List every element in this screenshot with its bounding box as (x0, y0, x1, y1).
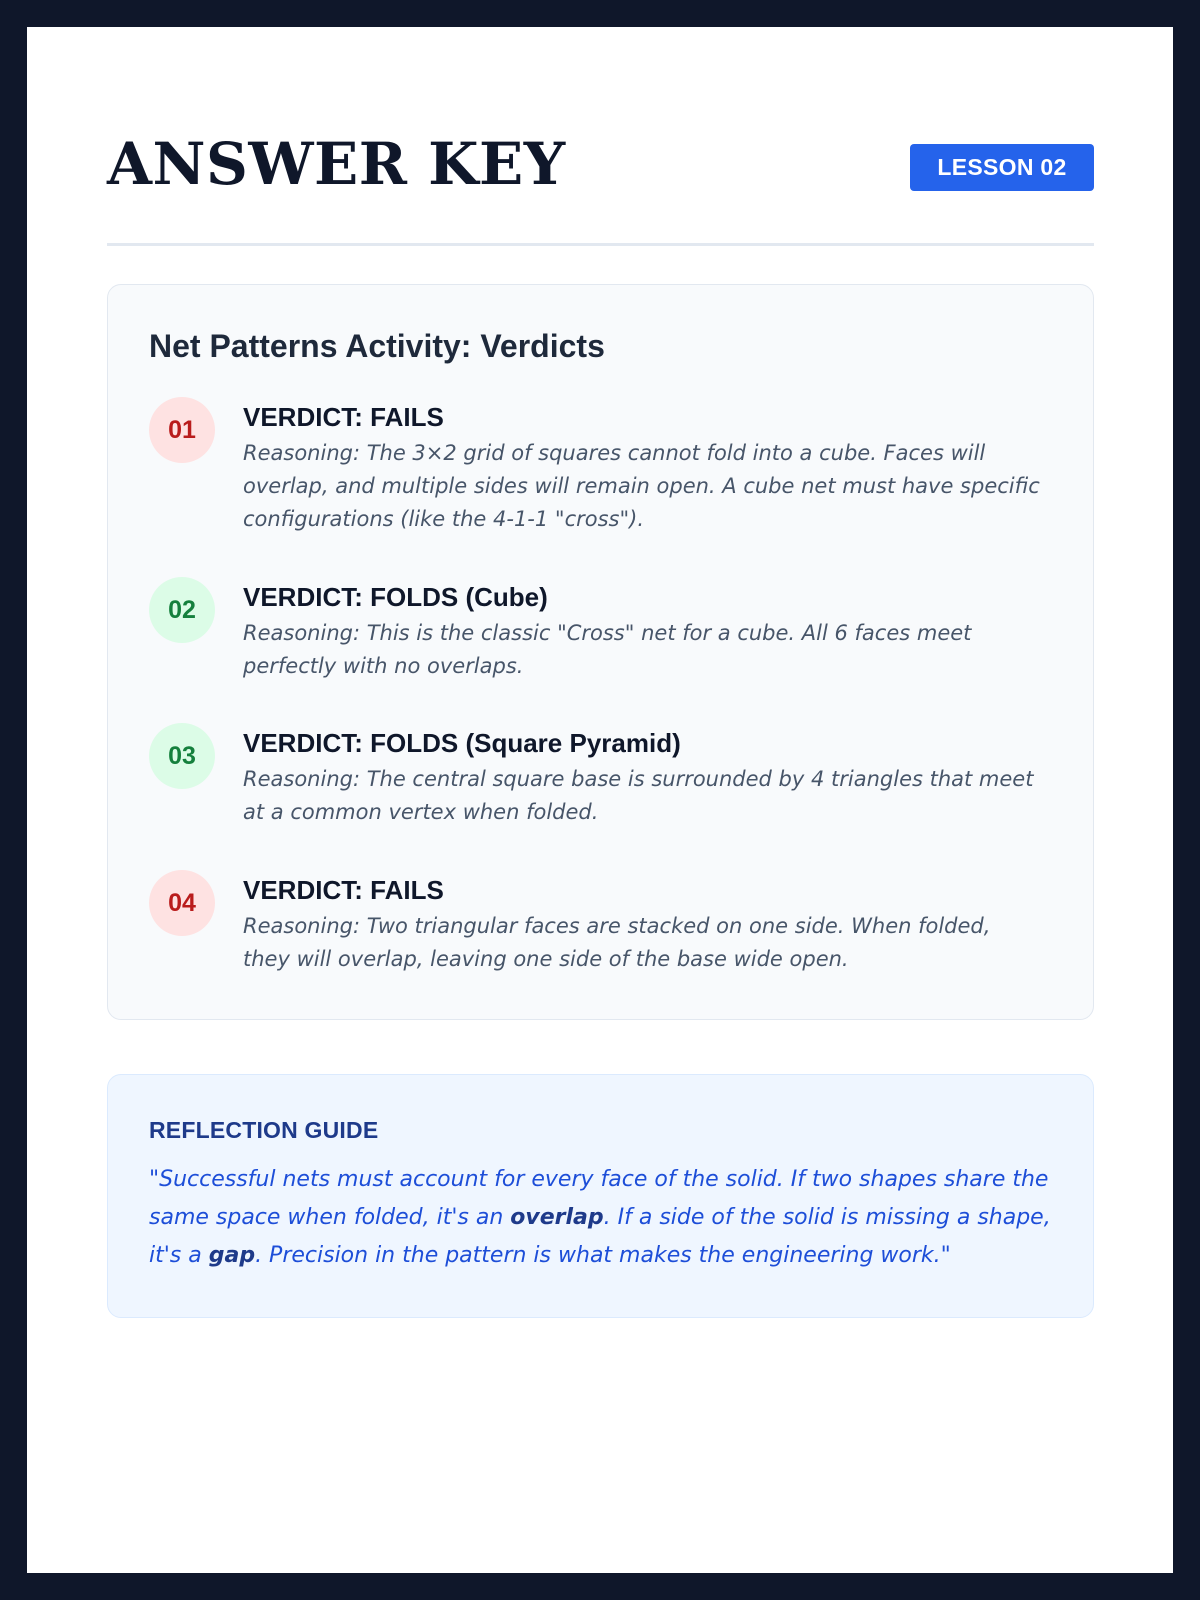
verdict-number-badge: 03 (149, 723, 215, 789)
verdict-reasoning: Reasoning: The 3×2 grid of squares cannot fold into a cube. Faces will overlap, and multiple sides will remain open. A cube net must have specific configurations (like the 4-1-1 "cross"). (243, 441, 1040, 531)
verdict-title: VERDICT: FOLDS (Cube) (243, 582, 548, 612)
lesson-badge: LESSON 02 (910, 144, 1094, 191)
verdict-number-badge: 01 (149, 397, 215, 463)
quote-text: . Precision in the pattern is what makes the engineering work." (255, 1243, 951, 1268)
page-header (107, 107, 1094, 246)
verdict-reasoning: Reasoning: This is the classic "Cross" net for a cube. All 6 faces meet perfectly with no overlaps. (243, 621, 972, 678)
term-gap: gap (208, 1243, 256, 1268)
verdict-text (243, 874, 1043, 976)
verdict-title: VERDICT: FAILS (243, 875, 444, 905)
answer-key-page (27, 27, 1173, 1573)
verdict-number-badge: 02 (149, 577, 215, 643)
reflection-guide-card (107, 1074, 1094, 1318)
reflection-quote (149, 1161, 1059, 1275)
verdict-text (243, 727, 1043, 829)
verdict-text (243, 401, 1043, 536)
verdict-title: VERDICT: FOLDS (Square Pyramid) (243, 728, 681, 758)
verdict-reasoning: Reasoning: Two triangular faces are stacked on one side. When folded, they will overlap, leaving one side of the base wide open. (243, 914, 991, 971)
term-overlap: overlap (510, 1205, 604, 1230)
quote-text: "Successful nets must account for every face of the solid. If two shapes share the same space when folded, it's an (149, 1167, 1049, 1230)
quote-text: . If a side of the solid is missing a shape, it's a (149, 1205, 1051, 1268)
verdicts-card (107, 284, 1094, 1020)
verdicts-card-title: Net Patterns Activity: Verdicts (149, 328, 605, 364)
page-title: ANSWER KEY (107, 130, 566, 198)
verdict-text (243, 581, 1043, 683)
verdict-number-badge: 04 (149, 870, 215, 936)
reflection-guide-title: REFLECTION GUIDE (149, 1117, 379, 1143)
verdict-reasoning: Reasoning: The central square base is surrounded by 4 triangles that meet at a common vertex when folded. (243, 767, 1034, 824)
verdict-title: VERDICT: FAILS (243, 402, 444, 432)
